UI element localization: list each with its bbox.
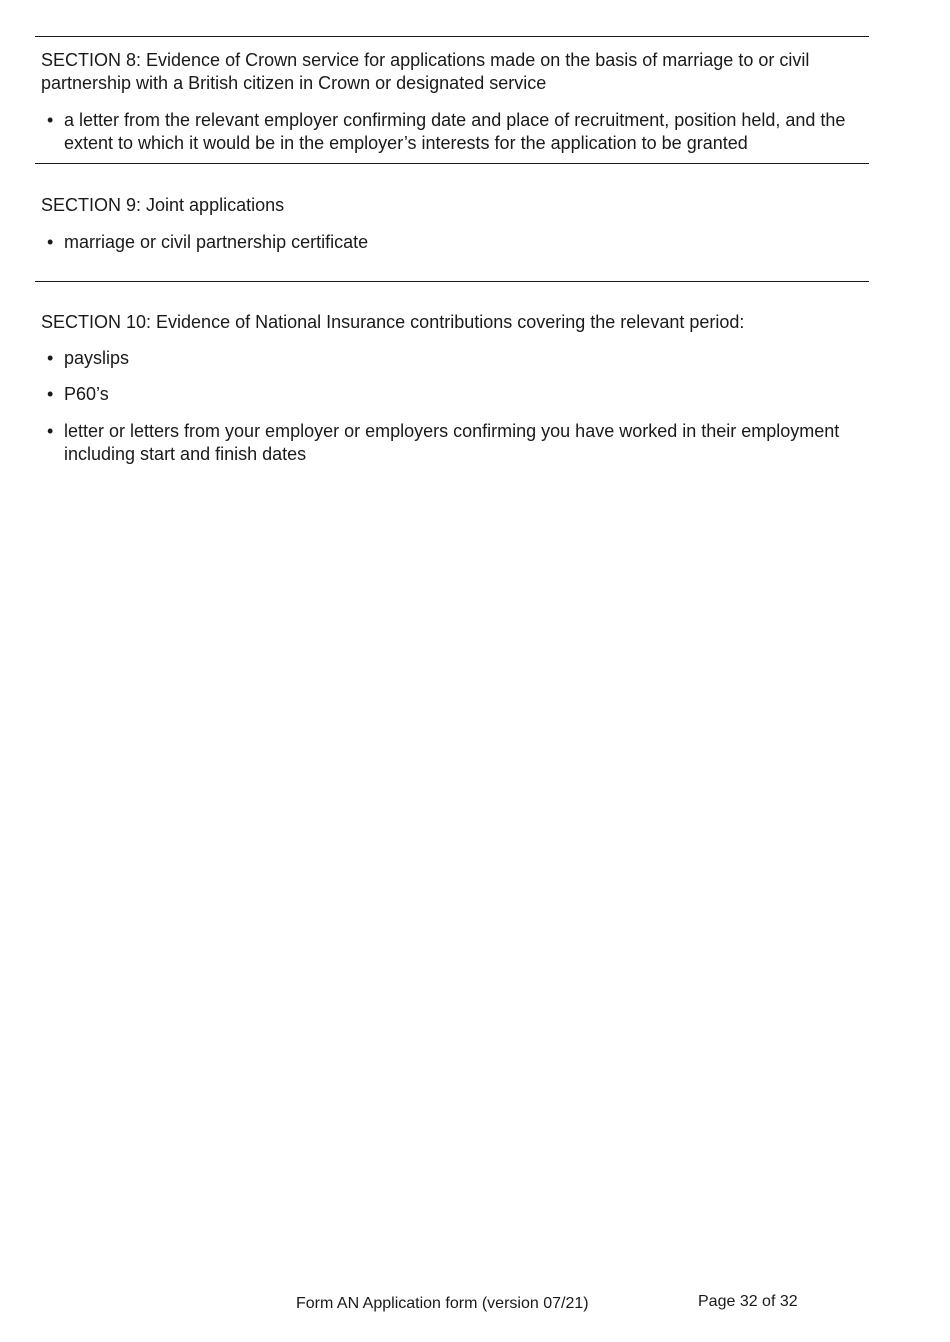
list-item (41, 420, 866, 466)
list-item (41, 347, 866, 370)
footer-form-label: Form AN Application form (version 07/21) (296, 1295, 589, 1312)
list-item-text: a letter from the relevant employer confirming date and place of recruitment, position held, and the extent to which it would be in the employer’s interests for the application to be granted (64, 110, 846, 153)
bullet-icon: • (47, 110, 54, 130)
bullet-icon: • (47, 384, 54, 404)
list-item-text: letter or letters from your employer or employers confirming you have worked in their employment including start and finish dates (64, 421, 840, 464)
section-9-list (41, 231, 866, 254)
list-item-text: payslips (64, 348, 130, 368)
divider-top (35, 36, 869, 37)
bullet-icon: • (47, 348, 54, 368)
list-item (41, 231, 866, 254)
divider-section-9 (35, 281, 869, 282)
list-item (41, 109, 866, 155)
section-8 (41, 49, 866, 155)
list-item-text: marriage or civil partnership certificate (64, 232, 369, 252)
divider-section-8 (35, 163, 869, 164)
footer-page-number: Page 32 of 32 (698, 1293, 798, 1310)
section-8-heading: SECTION 8: Evidence of Crown service for applications made on the basis of marriage to or civil partnership with a British citizen in Crown or designated service (41, 50, 810, 93)
bullet-icon: • (47, 421, 54, 441)
section-9-heading: SECTION 9: Joint applications (41, 195, 285, 215)
section-10 (41, 311, 866, 466)
section-10-heading: SECTION 10: Evidence of National Insurance contributions covering the relevant period: (41, 312, 745, 332)
section-10-list (41, 347, 866, 466)
bullet-icon: • (47, 232, 54, 252)
section-9 (41, 194, 866, 254)
list-item-text: P60’s (64, 384, 109, 404)
list-item (41, 383, 866, 406)
section-8-list (41, 109, 866, 155)
